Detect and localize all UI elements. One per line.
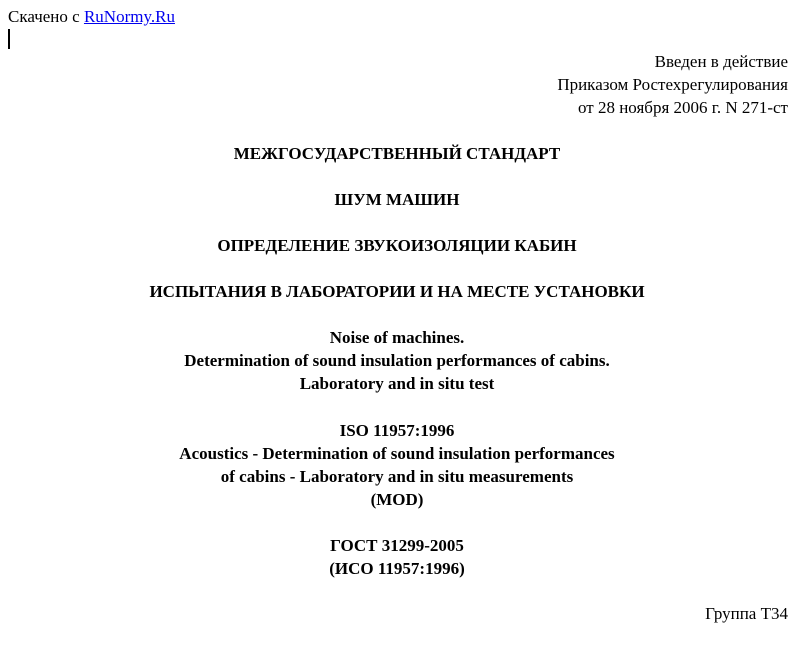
group-code: Группа Т34: [705, 604, 788, 623]
title-machine-noise: ШУМ МАШИН: [334, 190, 460, 209]
enactment-line-1: Введен в действие: [654, 52, 788, 71]
download-source-prefix: Скачено с: [8, 7, 80, 26]
title-interstate-standard: МЕЖГОСУДАРСТВЕННЫЙ СТАНДАРТ: [233, 144, 561, 163]
english-title-line-3: Laboratory and in situ test: [299, 374, 495, 393]
download-source: [8, 5, 175, 28]
english-title: [0, 326, 794, 395]
title-tests: ИСПЫТАНИЯ В ЛАБОРАТОРИИ И НА МЕСТЕ УСТАНОВКИ: [149, 282, 645, 301]
runormy-link[interactable]: RuNormy.Ru: [83, 7, 175, 26]
text-cursor: [8, 29, 10, 49]
iso-line-3: of cabins - Laboratory and in situ measurements: [220, 467, 574, 486]
title-cabin-insulation: ОПРЕДЕЛЕНИЕ ЗВУКОИЗОЛЯЦИИ КАБИН: [217, 236, 577, 255]
iso-line-1: ISO 11957:1996: [339, 421, 455, 440]
enactment-line-3: от 28 ноября 2006 г. N 271-ст: [578, 98, 788, 117]
english-title-line-2: Determination of sound insulation performances of cabins.: [184, 351, 610, 370]
iso-line-2: Acoustics - Determination of sound insulation performances: [179, 444, 615, 463]
iso-line-4: (MOD): [370, 490, 424, 509]
enactment-block: [557, 50, 788, 119]
enactment-line-2: Приказом Ростехрегулирования: [557, 75, 788, 94]
iso-reference: [0, 419, 794, 511]
english-title-line-1: Noise of machines.: [329, 328, 465, 347]
gost-line-1: ГОСТ 31299-2005: [330, 536, 464, 555]
gost-line-2: (ИСО 11957:1996): [329, 559, 465, 578]
gost-designation: [0, 534, 794, 580]
